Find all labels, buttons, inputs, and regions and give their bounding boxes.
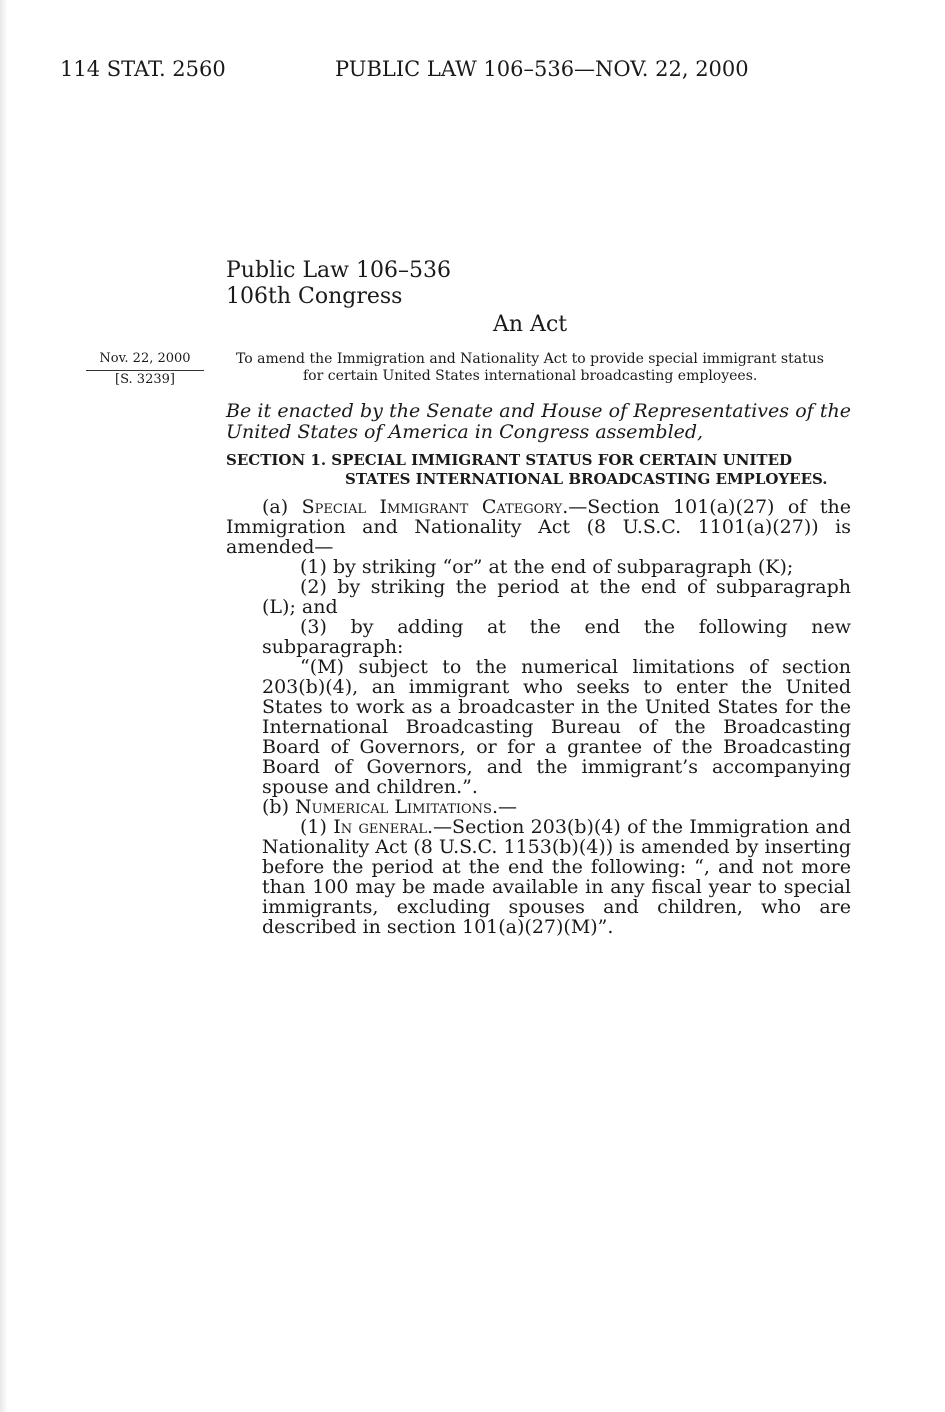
bill-number: [S. 3239]	[115, 372, 175, 387]
section-heading	[226, 451, 851, 489]
subsection-b-dash: —	[497, 796, 517, 818]
paragraph-b1-label: (1)	[300, 816, 327, 838]
paragraph-b1	[226, 817, 851, 937]
paragraph-b1-text: —Section 203(b)(4) of the Immigration and Nationality Act (8 U.S.C. 1153(b)(4)) is amended by inserting before the period at the end the following: “, and not more than 100 may be made available in any fiscal year to special immigrants, excluding spouses and children, who are described in section 101(a)(27)(M)”.	[262, 816, 851, 938]
section-heading-line-1: SECTION 1. SPECIAL IMMIGRANT STATUS FOR CERTAIN UNITED	[226, 451, 793, 469]
quoted-subparagraph-m: “(M) subject to the numerical limitations of section 203(b)(4), an immigrant who seeks to enter the United States to work as a broadcaster in the United States for the International Broadcasting Bureau of the Broadcasting Board of Governors, or for a grantee of the Broadcasting Board of Governors, and the immigrant’s accompanying spouse and children.”.	[262, 656, 851, 798]
purpose-line-2: for certain United States international broadcasting employees.	[303, 368, 758, 384]
paragraph-a2: (2) by striking the period at the end of subparagraph (L); and	[262, 576, 851, 618]
purpose-line-1: To amend the Immigration and Nationality Act to provide special immigrant status	[236, 351, 824, 367]
law-title-block	[226, 258, 451, 310]
paragraph-a1: (1) by striking “or” at the end of subparagraph (K);	[300, 556, 794, 578]
enacting-clause: Be it enacted by the Senate and House of Representatives of the United States of America in Congress assembled,	[226, 400, 851, 443]
running-head: PUBLIC LAW 106–536—NOV. 22, 2000	[335, 57, 749, 81]
stat-page-number: 114 STAT. 2560	[60, 57, 226, 81]
subsection-a-label: (a)	[262, 496, 289, 518]
act-title: An Act	[493, 312, 568, 337]
subsection-b	[226, 797, 851, 817]
public-law-number: Public Law 106–536	[226, 258, 451, 283]
scan-edge	[0, 0, 8, 1412]
enactment-date: Nov. 22, 2000	[99, 351, 191, 366]
paragraph-a3: (3) by adding at the end the following new subparagraph:	[262, 616, 851, 658]
section-heading-line-2: STATES INTERNATIONAL BROADCASTING EMPLOYEES.	[345, 470, 828, 488]
subsection-a-text: —Section 101(a)(27) of the Immigration and Nationality Act (8 U.S.C. 1101(a)(27)) is amended—	[226, 496, 852, 558]
subsection-b-heading: Numerical Limitations.	[295, 796, 498, 818]
congress-number: 106th Congress	[226, 284, 403, 309]
page-header	[60, 57, 750, 85]
paragraph-b1-heading: In general.	[333, 816, 434, 838]
subsection-a-heading: Special Immigrant Category.	[301, 496, 569, 518]
purpose-statement	[236, 351, 846, 385]
subsection-b-label: (b)	[262, 796, 289, 818]
subsection-a	[226, 497, 851, 557]
section-body	[226, 497, 851, 937]
margin-note	[86, 350, 204, 389]
